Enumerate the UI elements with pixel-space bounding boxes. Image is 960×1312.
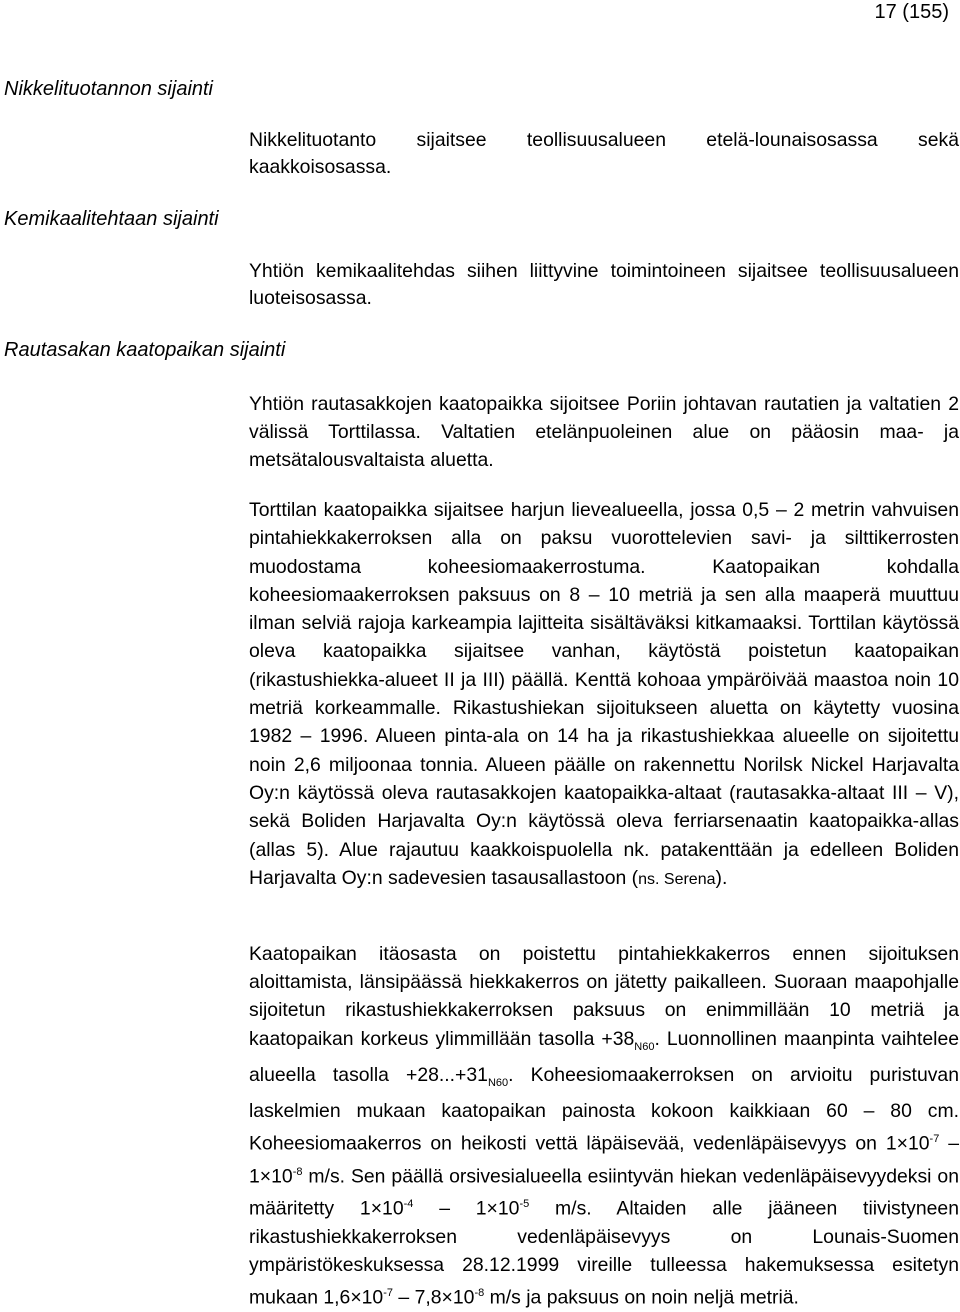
page-number: 17 (155) xyxy=(874,1,949,23)
paragraph-chemical-plant xyxy=(249,258,959,312)
heading-slag-landfill-location: Rautasakan kaatopaikan sijainti xyxy=(4,339,286,361)
paragraph-text: Nikkelituotanto sijaitsee teollisuusalueen etelä-lounaisosassa sekä kaakkoisosassa. xyxy=(249,129,959,178)
heading-nickel-location: Nikkelituotannon sijainti xyxy=(4,78,214,100)
paragraph-nickel-production xyxy=(249,127,959,181)
paragraph-text xyxy=(249,940,959,1312)
text-run: – 1×10 xyxy=(249,1132,959,1188)
paragraph-text xyxy=(249,496,959,894)
superscript-exponent: -7 xyxy=(383,1287,394,1300)
subscript-n60: N60 xyxy=(634,1040,655,1053)
superscript-exponent: -4 xyxy=(403,1198,414,1211)
superscript-exponent: -8 xyxy=(292,1165,303,1178)
superscript-exponent: -5 xyxy=(519,1198,530,1211)
text-run: m/s. Sen päällä orsivesialueella esiintyvän hiekan vedenläpäisevyydeksi on määritetty 1×10 xyxy=(249,1165,959,1220)
text-run: . Luonnollinen maanpinta vaihtelee alueella tasolla +28...+31 xyxy=(249,1027,960,1086)
text-run: m/s. Altaiden alle jääneen tiivistyneen rikastushiekkakerroksen vedenläpäisevyys on Lounais-Suomen ympäristökeskuksessa 28.12.1999 vireille tulleessa hakemuksessa esitetyn mukaan 1,6×10 xyxy=(249,1197,959,1309)
text-run: Kaatopaikan itäosasta on poistettu pintahiekkakerros ennen sijoituksen aloittamista, länsipäässä hiekkakerros on jätetty paikalleen. Suoraan maapohjalle sijoitetun rikastushiekkakerroksen paksuus on enimmillään 10 metriä ja kaatopaikan korkeus ylimmillään tasolla +38 xyxy=(249,943,959,1050)
text-run: – 1×10 xyxy=(413,1197,520,1220)
serena-label: ns. Serena xyxy=(638,870,716,888)
paragraph-text-main: Torttilan kaatopaikka sijaitsee harjun lievealueella, jossa 0,5 – 2 metrin vahvuisen pintahiekkakerroksen alla on paksu vuorottelevien savi- ja silttikerrosten muodostama koheesiomaakerrostuma. Kaatopaikan kohdalla koheesiomaakerroksen paksuus on 8 – 10 metriä ja sen alla maaperä muuttuu ilman selviä rajoja karkeampia lajitteita sisältäväksi kitkamaaksi. Torttilan käytössä oleva kaatopaikka sijaitsee vanhan, käytöstä poistetun kaatopaikan (rikastushiekka-alueet II ja III) päällä. Kenttä kohoaa ympäröivää maastoa noin 10 metriä korkeammalle. Rikastushiekan sijoitukseen aluetta on käytetty vuosina 1982 – 1996. Alueen pinta-ala on 14 ha ja rikastushiekkaa alueelle on sijoitettu noin 2,6 miljoonaa tonnia. Alueen päälle on rakennettu Norilsk Nickel Harjavalta Oy:n käytössä oleva rautasakkojen kaatopaikka-altaat (rautasakka-altaat III – V), sekä Boliden Harjavalta Oy:n käytössä oleva ferriarsenaatin kaatopaikka-allas (allas 5). Alue rajautuu kaakkoispuolella nk. patakenttään ja edelleen Boliden Harjavalta Oy:n sadevesien tasausallastoon ( xyxy=(249,499,959,889)
paragraph-text-end: ). xyxy=(715,866,728,889)
paragraph-torttila-landfill xyxy=(249,496,959,894)
superscript-exponent: -8 xyxy=(474,1287,485,1300)
text-run: . Koheesiomaakerroksen on arvioitu puristuvan laskelmien mukaan kaatopaikan painosta kokoon kaikkiaan 60 – 80 cm. Koheesiomaakerros on heikosti vettä läpäisevää, vedenläpäisevyys on 1×10 xyxy=(249,1063,959,1155)
subscript-n60: N60 xyxy=(487,1076,509,1089)
paragraph-slag-landfill xyxy=(249,390,959,474)
heading-chemical-plant-location: Kemikaalitehtaan sijainti xyxy=(4,208,219,230)
paragraph-text: Yhtiön kemikaalitehdas siihen liittyvine toimintoineen sijaitsee teollisuusalueen luoteisosassa. xyxy=(249,260,959,309)
text-run: – 7,8×10 xyxy=(393,1286,475,1309)
paragraph-east-part xyxy=(249,940,959,1312)
superscript-exponent: -7 xyxy=(929,1132,940,1145)
text-run: m/s ja paksuus on noin neljä metriä. xyxy=(484,1286,799,1309)
paragraph-text: Yhtiön rautasakkojen kaatopaikka sijoitsee Poriin johtavan rautatien ja valtatien 2 välissä Torttilassa. Valtatien etelänpuoleinen alue on pääosin maa- ja metsätalousvaltaista aluetta. xyxy=(249,393,959,471)
